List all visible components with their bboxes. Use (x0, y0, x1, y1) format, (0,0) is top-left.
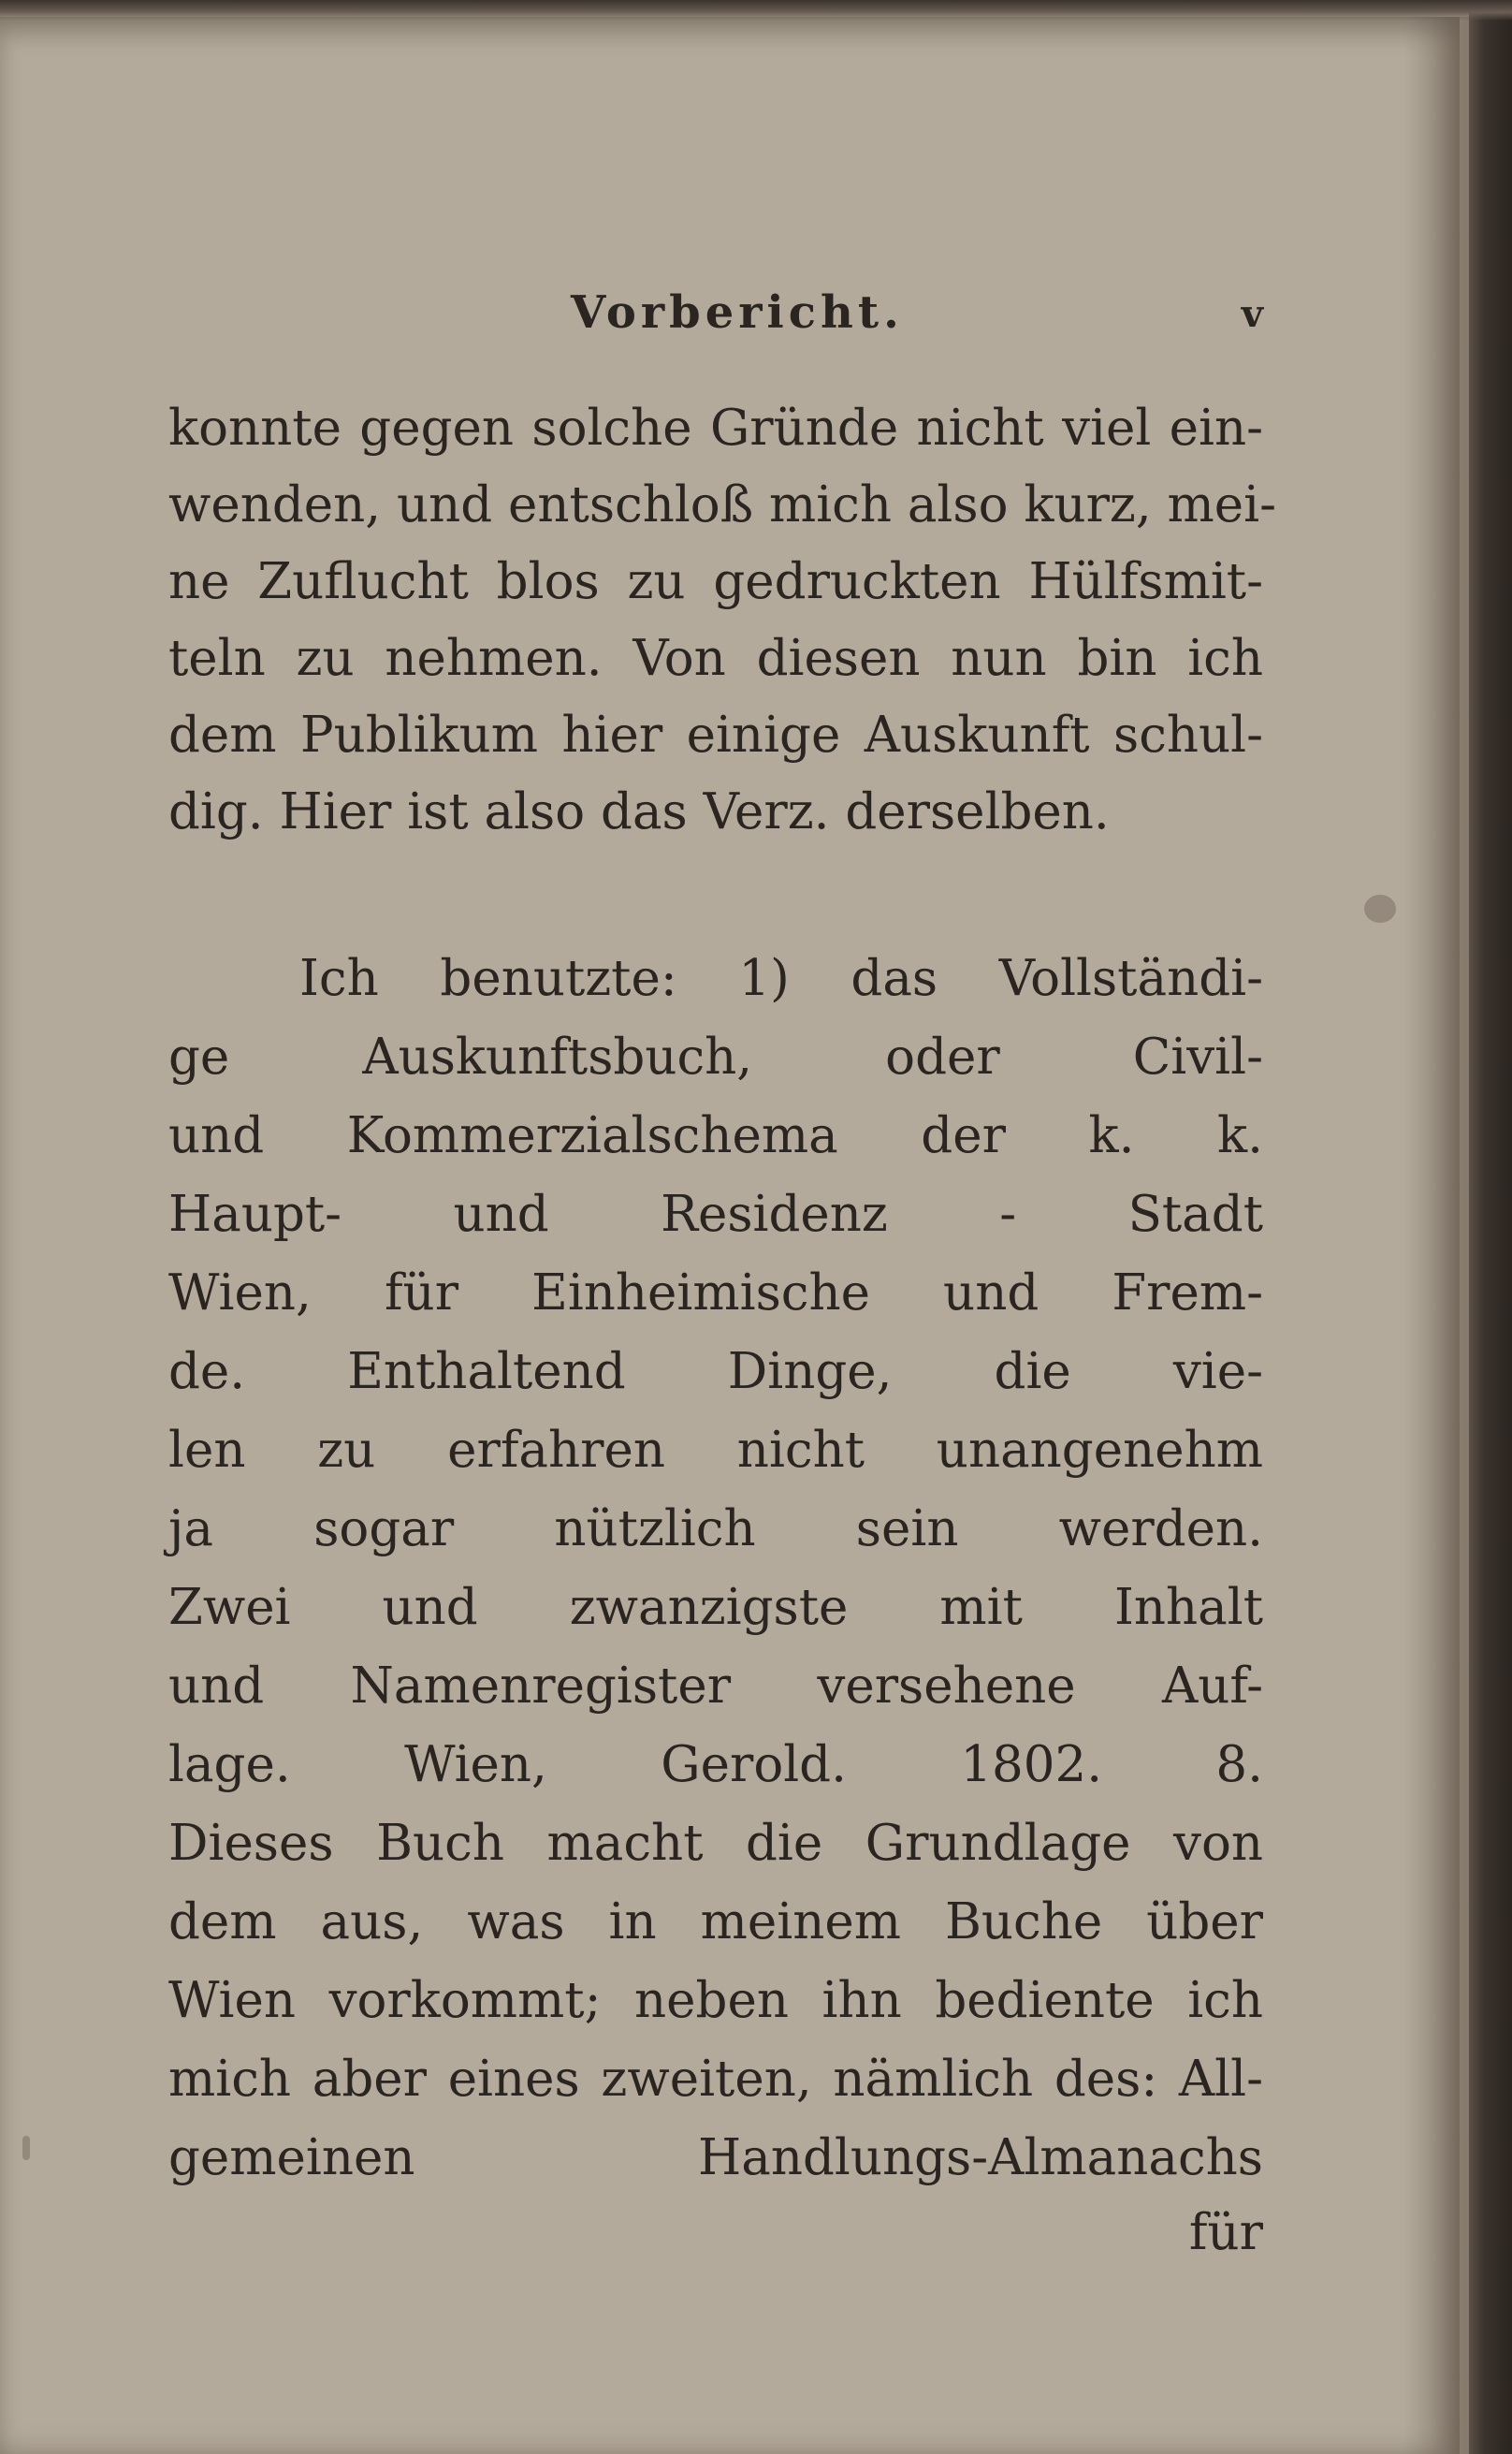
text-line: Dieses Buch macht die Grundlage von (168, 1815, 1263, 1872)
text-line: wenden, und entschloß mich also kurz, mei- (168, 476, 1277, 533)
text-line: dem Publikum hier einige Auskunft schul- (168, 707, 1263, 764)
page-number: v (1241, 292, 1263, 336)
text-line: mich aber eines zweiten, nämlich des: All- (168, 2051, 1263, 2108)
text-line: len zu erfahren nicht unangenehm (168, 1422, 1263, 1479)
running-title: Vorbericht. (571, 286, 904, 339)
stain-spot (22, 2136, 30, 2160)
text-line: ne Zuflucht blos zu gedruckten Hülfsmit- (168, 553, 1263, 610)
text-line: dig. Hier ist also das Verz. derselben. (168, 783, 1110, 840)
text-line: und Namenregister versehene Auf- (168, 1658, 1263, 1715)
text-line: lage. Wien, Gerold. 1802. 8. (168, 1736, 1263, 1793)
text-line: Ich benutzte: 1) das Vollständi- (299, 950, 1263, 1007)
text-block (168, 0, 1277, 2454)
book-edge (1469, 0, 1512, 2454)
text-line: Wien vorkommt; neben ihn bediente ich (168, 1972, 1263, 2029)
text-line: ge Auskunftsbuch, oder Civil- (168, 1029, 1263, 1086)
page-header (168, 286, 1263, 361)
text-line: Haupt- und Residenz - Stadt (168, 1186, 1263, 1243)
gutter-shadow (1403, 17, 1469, 2454)
text-line: ja sogar nützlich sein werden. (168, 1500, 1263, 1557)
catchword: für (1188, 2204, 1263, 2261)
text-line: Wien, für Einheimische und Frem- (168, 1264, 1263, 1322)
stain-spot (1364, 895, 1396, 923)
text-line: gemeinen Handlungs-Almanachs (168, 2129, 1263, 2186)
text-line: konnte gegen solche Gründe nicht viel ein- (168, 400, 1263, 457)
text-line: und Kommerzialschema der k. k. (168, 1107, 1263, 1164)
text-line: teln zu nehmen. Von diesen nun bin ich (168, 630, 1263, 687)
text-line: de. Enthaltend Dinge, die vie- (168, 1343, 1263, 1400)
text-line: Zwei und zwanzigste mit Inhalt (168, 1579, 1263, 1636)
text-line: dem aus, was in meinem Buche über (168, 1893, 1263, 1950)
